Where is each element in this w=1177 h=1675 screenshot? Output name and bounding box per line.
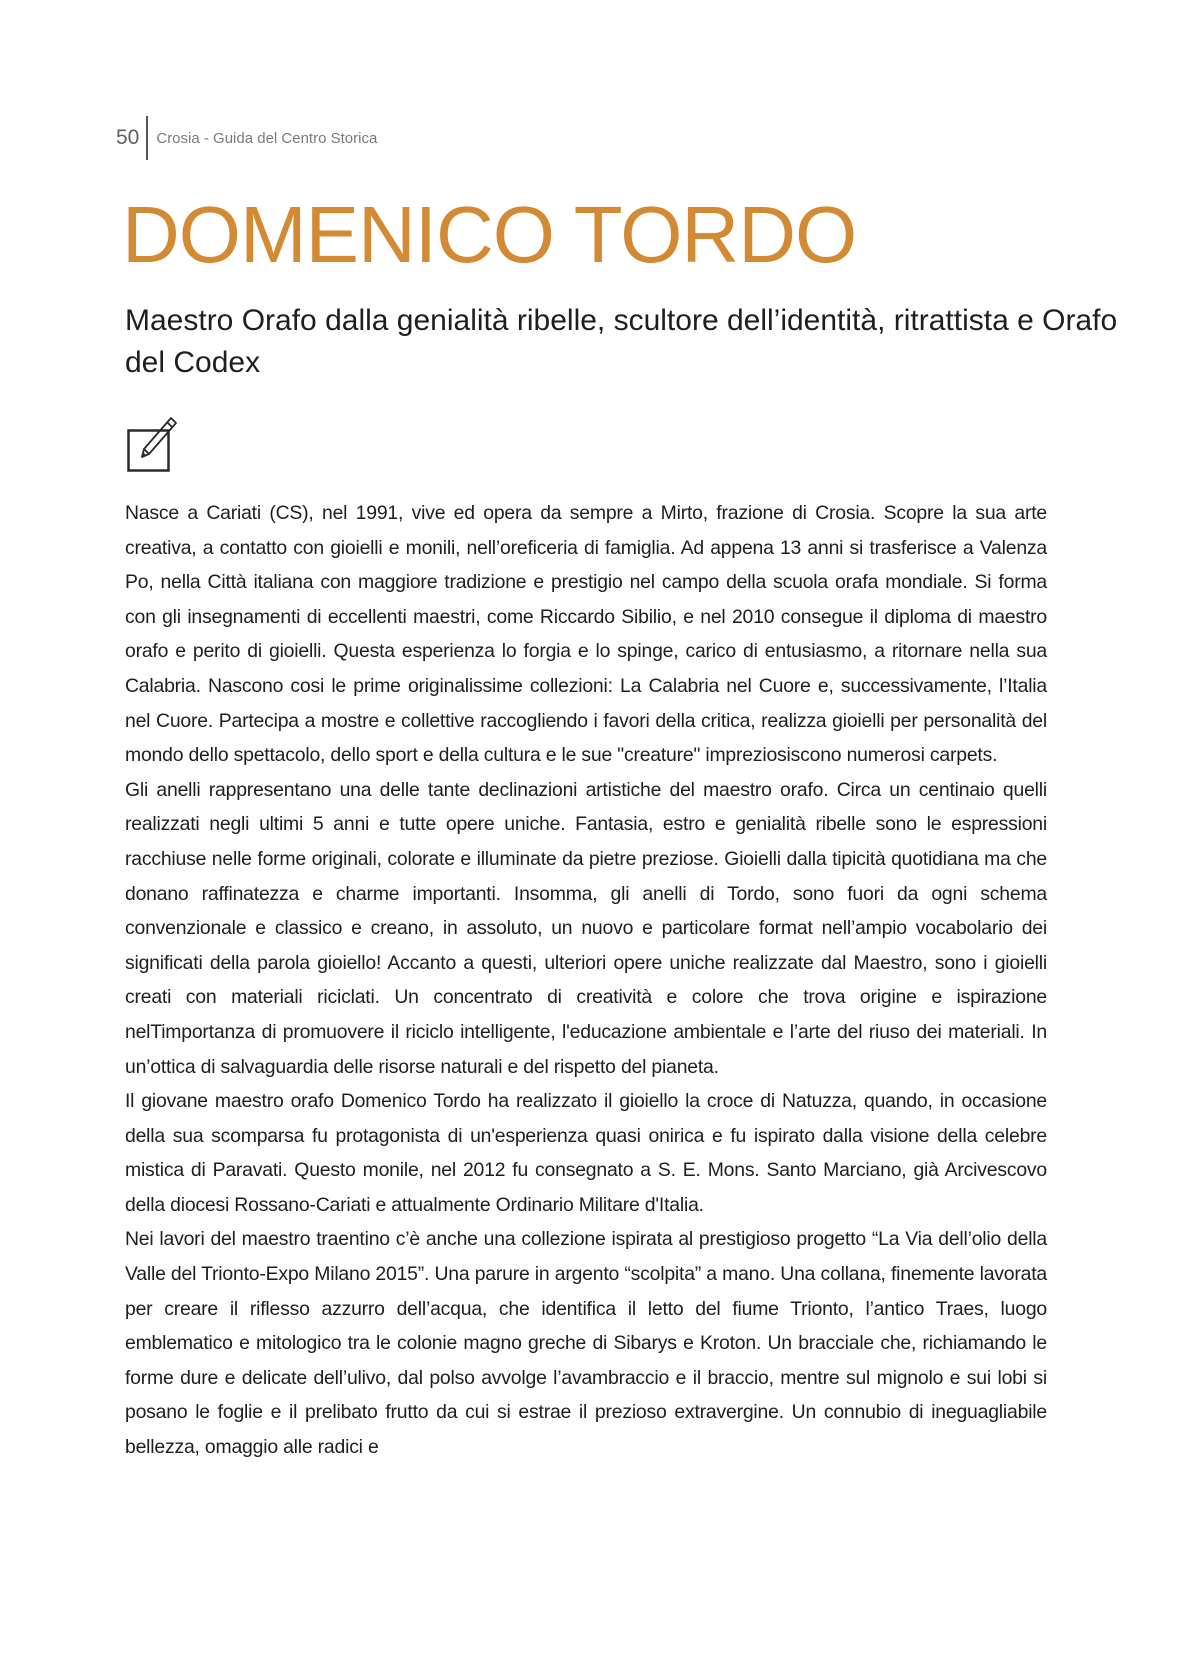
article-subtitle: Maestro Orafo dalla genialità ribelle, scultore dell’identità, ritrattista e Orafo del Codex: [125, 304, 1118, 379]
paragraph: Il giovane maestro orafo Domenico Tordo ha realizzato il gioiello la croce di Natuzza, quando, in occasione della sua scomparsa fu protagonista di un'esperienza quasi onirica e fu ispirato dalla visione della celebre mistica di Paravati. Questo monile, nel 2012 fu consegnato a S. E. Mons. Santo Marciano, già Arcivescovo della diocesi Rossano-Cariati e attualmente Ordinario Militare d'Italia.: [125, 1090, 1047, 1216]
page-number: 50: [116, 116, 148, 160]
article-body: [125, 496, 1047, 1465]
paragraph: Nasce a Cariati (CS), nel 1991, vive ed opera da sempre a Mirto, frazione di Crosia. Scopre la sua arte creativa, a contatto con gioielli e monili, nell’oreficeria di famiglia. Ad appena 13 anni si trasferisce a Valenza Po, nella Città italiana con maggiore tradizione e prestigio nel campo della scuola orafa mondiale. Si forma con gli insegnamenti di eccellenti maestri, come Riccardo Sibilio, e nel 2010 consegue il diploma di maestro orafo e perito di gioielli. Questa esperienza lo forgia e lo spinge, carico di entusiasmo, a ritornare nella sua Calabria. Nascono cosi le prime originalissime collezioni: La Calabria nel Cuore e, successivamente, l’Italia nel Cuore. Partecipa a mostre e collettive raccogliendo i favori della critica, realizza gioielli per personalità del mondo dello spettacolo, dello sport e della cultura e le sue "creature" impreziosiscono numerosi carpets.: [125, 502, 1047, 767]
pencil-edit-icon: [127, 416, 177, 477]
article-title: DOMENICO TORDO: [122, 190, 857, 279]
paragraph: Nei lavori del maestro traentino c’è anche una collezione ispirata al prestigioso progetto “La Via dell’olio della Valle del Trionto-Expo Milano 2015”. Una parure in argento “scolpita” a mano. Una collana, finemente lavorata per creare il riflesso azzurro dell’acqua, che identifica il letto del fiume Trionto, l’antico Traes, luogo emblematico e mitologico tra le colonie magno greche di Sibarys e Kroton. Un bracciale che, richiamando le forme dure e delicate dell’ulivo, dal polso avvolge l’avambraccio e il braccio, mentre sul mignolo e sui lobi si posano le foglie e il prelibato frutto da cui si estrae il prezioso extravergine. Un connubio di ineguagliabile bellezza, omaggio alle radici e: [125, 1228, 1047, 1459]
running-header: [116, 116, 377, 160]
paragraph: Gli anelli rappresentano una delle tante declinazioni artistiche del maestro orafo. Circa un centinaio quelli realizzati negli ultimi 5 anni e tutte opere uniche. Fantasia, estro e genialità ribelle sono le espressioni racchiuse nelle forme originali, colorate e illuminate da pietre preziose. Gioielli dalla tipicità quotidiana ma che donano raffinatezza e charme importanti. Insomma, gli anelli di Tordo, sono fuori da ogni schema convenzionale e classico e creano, in assoluto, un nuovo e particolare format nell’ampio vocabolario dei significati della parola gioiello! Accanto a questi, ulteriori opere uniche realizzate dal Maestro, sono i gioielli creati con materiali riciclati. Un concentrato di creatività e colore che trova origine e ispirazione nelTimportanza di promuovere il riciclo intelligente, l'educazione ambientale e l’arte del riuso dei materiali. In un’ottica di salvaguardia delle risorse naturali e del rispetto del pianeta.: [125, 778, 1047, 1078]
running-title: Crosia - Guida del Centro Storica: [156, 129, 378, 147]
